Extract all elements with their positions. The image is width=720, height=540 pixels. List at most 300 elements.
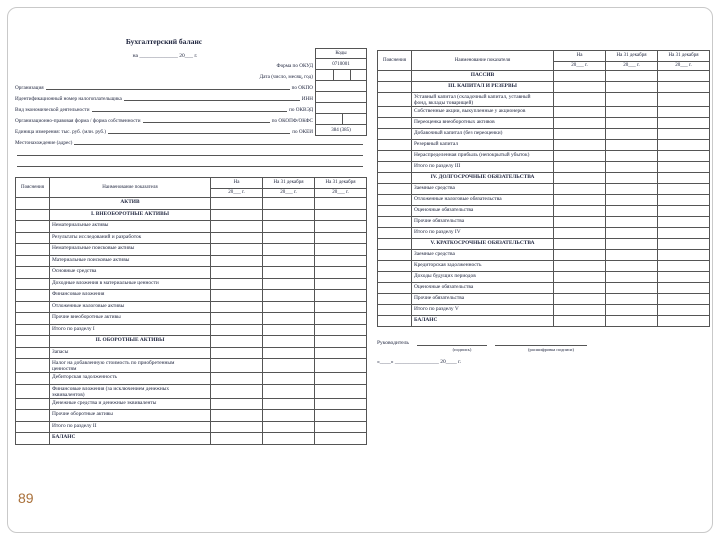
cell-poyasneniya <box>16 433 50 445</box>
table-row <box>16 279 367 291</box>
cell-value-col1 <box>211 385 263 399</box>
cell-value-col2 <box>263 198 315 210</box>
cell-value-col3 <box>315 399 367 411</box>
aktiv-table-body <box>16 198 367 445</box>
cell-value-col2 <box>606 162 658 173</box>
col-header-date-3 <box>658 51 710 71</box>
indicator-label: Итого по разделу II <box>52 422 97 429</box>
cell-value-col2 <box>606 250 658 261</box>
cell-indicator-name <box>412 162 554 173</box>
table-row <box>16 233 367 245</box>
indicator-label: БАЛАНС <box>414 317 438 324</box>
cell-value-col1 <box>554 250 606 261</box>
cell-indicator-name <box>50 359 211 373</box>
cell-value-col3 <box>658 184 710 195</box>
cell-indicator-name <box>50 198 211 210</box>
indicator-label: I. ВНЕОБОРОТНЫЕ АКТИВЫ <box>90 210 170 217</box>
table-row <box>378 316 710 327</box>
cell-value-col1 <box>554 228 606 239</box>
cell-value-col1 <box>554 93 606 107</box>
field-label: Вид экономической деятельности <box>15 107 90 113</box>
cell-value-col3 <box>658 93 710 107</box>
col-date-label: На <box>233 180 240 186</box>
code-label: Форма по ОКУД <box>276 63 313 69</box>
cell-value-col2 <box>606 140 658 151</box>
cell-value-col2 <box>606 272 658 283</box>
cell-value-col2 <box>606 316 658 327</box>
cell-poyasneniya <box>16 410 50 422</box>
cell-indicator-name <box>50 313 211 325</box>
cell-value-col2 <box>606 184 658 195</box>
cell-indicator-name <box>412 261 554 272</box>
cell-value-col1 <box>554 272 606 283</box>
cell-poyasneniya <box>378 93 412 107</box>
table-row <box>16 290 367 302</box>
page-number: 89 <box>18 490 34 506</box>
col-header-naimenovanie: Наименование показателя <box>412 51 554 71</box>
cell-value-col2 <box>606 151 658 162</box>
indicator-label: Прочие внеоборотные активы <box>52 314 121 320</box>
cell-value-col3 <box>658 239 710 250</box>
cell-poyasneniya <box>16 256 50 268</box>
field-label: Организационно-правовая форма / форма собственности <box>15 118 141 124</box>
field-label: Организация <box>15 85 44 91</box>
cell-poyasneniya <box>378 173 412 184</box>
indicator-label: Материальные поисковые активы <box>52 256 130 263</box>
cell-value-col1 <box>554 107 606 118</box>
cell-poyasneniya <box>378 316 412 327</box>
cell-indicator-name <box>50 279 211 291</box>
form-title-row <box>15 36 367 48</box>
form-header-row-main <box>15 59 315 70</box>
cell-value-col3 <box>315 302 367 314</box>
indicator-label: Доходные вложения в материальные ценности <box>52 279 159 286</box>
signature-block <box>377 339 710 365</box>
cell-value-col1 <box>554 239 606 250</box>
cell-poyasneniya <box>16 244 50 256</box>
cell-indicator-name <box>50 221 211 233</box>
cell-poyasneniya <box>16 279 50 291</box>
cell-poyasneniya <box>378 118 412 129</box>
cell-value-col1 <box>554 151 606 162</box>
cell-indicator-name <box>50 302 211 314</box>
table-row <box>16 210 367 222</box>
col-header-date-2 <box>606 51 658 71</box>
col-header-date-1 <box>211 178 263 198</box>
cell-value-col1 <box>211 399 263 411</box>
cell-value-col3 <box>315 422 367 434</box>
form-header-row-main <box>15 114 315 125</box>
cell-value-col1 <box>211 410 263 422</box>
passiv-table-body <box>378 71 710 327</box>
cell-poyasneniya <box>378 195 412 206</box>
code-label: по ОКПО <box>291 85 313 91</box>
indicator-label: Нераспределенная прибыль (непокрытый убыток) <box>414 152 530 159</box>
cell-value-col2 <box>606 217 658 228</box>
cell-value-col3 <box>315 359 367 373</box>
cell-poyasneniya <box>16 267 50 279</box>
indicator-label: Собственные акции, выкупленные у акционеров <box>414 108 526 115</box>
code-label: по ОКОПФ/ОКФС <box>271 118 313 124</box>
cell-value-col2 <box>263 233 315 245</box>
indicator-label: Добавочный капитал (без переоценки) <box>414 130 503 137</box>
table-row <box>16 267 367 279</box>
cell-value-col2 <box>263 373 315 385</box>
cell-value-col3 <box>315 410 367 422</box>
cell-value-col2 <box>606 294 658 305</box>
table-row <box>16 221 367 233</box>
indicator-label: Переоценка внеоборотных активов <box>414 119 495 126</box>
cell-poyasneniya <box>378 217 412 228</box>
indicator-label: Прочие обязательства <box>414 295 465 302</box>
cell-poyasneniya <box>378 228 412 239</box>
cell-poyasneniya <box>16 359 50 373</box>
form-header-row-main <box>15 92 315 103</box>
table-row <box>16 244 367 256</box>
cell-value-col1 <box>211 313 263 325</box>
indicator-label: Заемные средства <box>414 185 455 192</box>
col-year-label: 20___ г. <box>263 188 314 197</box>
signature-row <box>377 339 710 346</box>
cell-value-col1 <box>211 210 263 222</box>
cell-value-col3 <box>658 107 710 118</box>
indicator-label: Итого по разделу III <box>414 163 461 170</box>
cell-value-col3 <box>315 348 367 360</box>
cell-poyasneniya <box>378 294 412 305</box>
cell-indicator-name <box>412 93 554 107</box>
indicator-label: Дебиторская задолженность <box>52 374 118 381</box>
table-row <box>378 93 710 107</box>
cell-value-col3 <box>315 210 367 222</box>
indicator-label: Финансовые вложения (за исключением денежных эквивалентов) <box>52 385 170 398</box>
cell-value-col2 <box>263 399 315 411</box>
cell-value-col1 <box>211 233 263 245</box>
cell-value-col2 <box>263 279 315 291</box>
indicator-label: III. КАПИТАЛ И РЕЗЕРВЫ <box>448 83 517 89</box>
code-label: по ОКЕИ <box>292 129 313 135</box>
cell-indicator-name <box>412 140 554 151</box>
form-header-row-main <box>15 70 315 81</box>
indicator-label: Прочие обязательства <box>414 218 465 225</box>
cell-value-col1 <box>554 140 606 151</box>
aktiv-table-header <box>16 178 367 198</box>
cell-value-col3 <box>315 373 367 385</box>
cell-indicator-name <box>50 348 211 360</box>
cell-indicator-name <box>50 210 211 222</box>
indicator-label: Запасы <box>52 348 69 355</box>
cell-value-col3 <box>658 71 710 82</box>
field-underline <box>17 155 363 156</box>
indicator-label: Отложенные налоговые активы <box>52 302 125 309</box>
cell-poyasneniya <box>16 325 50 337</box>
cell-value-col2 <box>263 433 315 445</box>
code-label: по ОКВЭД <box>289 107 313 113</box>
cell-value-col2 <box>606 261 658 272</box>
cell-poyasneniya <box>16 313 50 325</box>
cell-value-col1 <box>211 422 263 434</box>
field-label: Идентификационный номер налогоплательщика <box>15 96 122 102</box>
cell-value-col3 <box>315 290 367 302</box>
cell-value-col2 <box>263 313 315 325</box>
cell-poyasneniya <box>378 162 412 173</box>
cell-value-col1 <box>554 118 606 129</box>
table-row <box>16 198 367 210</box>
table-row <box>16 313 367 325</box>
cell-value-col3 <box>658 316 710 327</box>
form-header-row <box>15 125 367 136</box>
passiv-table <box>377 50 710 327</box>
col-header-poyasneniya: Пояснения <box>16 178 50 198</box>
indicator-label: Резервный капитал <box>414 141 459 148</box>
cell-poyasneniya <box>16 385 50 399</box>
indicator-label: Оценочные обязательства <box>414 284 474 291</box>
passiv-table-header <box>378 51 710 71</box>
cell-poyasneniya <box>378 261 412 272</box>
indicator-label: ПАССИВ <box>470 72 495 78</box>
cell-value-col3 <box>658 129 710 140</box>
cell-value-col3 <box>658 162 710 173</box>
cell-indicator-name <box>412 272 554 283</box>
cell-indicator-name <box>50 256 211 268</box>
table-row <box>16 373 367 385</box>
aktiv-table <box>15 177 367 445</box>
cell-value-col2 <box>263 244 315 256</box>
form-header-row-main <box>15 136 367 147</box>
table-row <box>378 272 710 283</box>
cell-value-col3 <box>315 313 367 325</box>
table-row <box>16 336 367 348</box>
table-row <box>378 217 710 228</box>
field-label: Местонахождение (адрес) <box>15 140 73 146</box>
cell-value-col2 <box>606 173 658 184</box>
indicator-label: Денежные средства и денежные эквиваленты <box>52 399 157 406</box>
cell-indicator-name <box>412 239 554 250</box>
col-year-label: 20___ г. <box>606 61 657 70</box>
cell-value-col3 <box>658 272 710 283</box>
cell-poyasneniya <box>378 82 412 93</box>
cell-value-col1 <box>211 336 263 348</box>
cell-value-col1 <box>554 71 606 82</box>
indicator-label: Итого по разделу V <box>414 306 459 313</box>
cell-value-col2 <box>263 422 315 434</box>
col-year-label: 20___ г. <box>315 188 366 197</box>
cell-value-col1 <box>554 316 606 327</box>
cell-indicator-name <box>412 118 554 129</box>
col-header-date-3 <box>315 178 367 198</box>
cell-value-col3 <box>658 195 710 206</box>
cell-value-col1 <box>211 433 263 445</box>
cell-value-col2 <box>263 325 315 337</box>
cell-value-col1 <box>554 305 606 316</box>
cell-value-col2 <box>606 305 658 316</box>
cell-indicator-name <box>412 294 554 305</box>
table-row <box>378 129 710 140</box>
cell-value-col2 <box>606 239 658 250</box>
signature-date-line: «____» ________________ 20____ г. <box>377 359 462 366</box>
col-date-label: На 31 декабря <box>668 53 699 59</box>
table-row <box>378 250 710 261</box>
cell-value-col3 <box>315 233 367 245</box>
cell-indicator-name <box>50 267 211 279</box>
table-row <box>378 184 710 195</box>
indicator-label: Нематериальные поисковые активы <box>52 245 135 251</box>
form-header-row-main <box>15 125 315 136</box>
indicator-label: Результаты исследований и разработок <box>52 233 142 240</box>
indicator-label: II. ОБОРОТНЫЕ АКТИВЫ <box>95 337 165 343</box>
cell-value-col1 <box>554 129 606 140</box>
table-row <box>378 294 710 305</box>
indicator-label: Уставный капитал (складочный капитал, уставный фонд, вклады товарищей) <box>414 94 531 107</box>
cell-value-col1 <box>554 82 606 93</box>
col-date-label: На <box>576 53 583 59</box>
col-date-label: На 31 декабря <box>273 180 304 186</box>
signature-captions <box>423 347 710 352</box>
cell-poyasneniya <box>16 233 50 245</box>
cell-value-col2 <box>263 210 315 222</box>
cell-indicator-name <box>50 422 211 434</box>
cell-value-col1 <box>211 267 263 279</box>
cell-indicator-name <box>50 244 211 256</box>
cell-value-col2 <box>263 290 315 302</box>
cell-indicator-name <box>412 184 554 195</box>
field-label: Единица измерения: тыс. руб. (млн. руб.) <box>15 129 107 135</box>
form-header-row-main <box>15 103 315 114</box>
table-row <box>378 71 710 82</box>
cell-value-col2 <box>263 410 315 422</box>
cell-poyasneniya <box>378 206 412 217</box>
cell-value-col2 <box>606 206 658 217</box>
cell-value-col3 <box>658 151 710 162</box>
cell-indicator-name <box>412 151 554 162</box>
col-year-label: 20___ г. <box>554 61 605 70</box>
balance-sheet-page-1 <box>15 36 367 445</box>
cell-value-col2 <box>606 129 658 140</box>
col-header-date-2 <box>263 178 315 198</box>
cell-value-col2 <box>263 256 315 268</box>
table-row <box>378 107 710 118</box>
cell-value-col3 <box>658 250 710 261</box>
cell-indicator-name <box>412 228 554 239</box>
table-row <box>378 118 710 129</box>
field-underline <box>17 166 363 167</box>
cell-value-col1 <box>554 217 606 228</box>
cell-value-col1 <box>211 256 263 268</box>
cell-value-col1 <box>211 373 263 385</box>
cell-poyasneniya <box>16 348 50 360</box>
cell-poyasneniya <box>378 140 412 151</box>
table-row <box>378 162 710 173</box>
cell-value-col3 <box>315 221 367 233</box>
cell-value-col1 <box>211 244 263 256</box>
cell-value-col1 <box>554 162 606 173</box>
cell-value-col1 <box>211 348 263 360</box>
cell-poyasneniya <box>378 129 412 140</box>
cell-indicator-name <box>412 316 554 327</box>
table-row <box>378 305 710 316</box>
form-header-row-main <box>15 147 367 158</box>
cell-value-col2 <box>263 267 315 279</box>
table-row <box>378 228 710 239</box>
cell-value-col3 <box>315 267 367 279</box>
cell-indicator-name <box>50 410 211 422</box>
table-row <box>16 359 367 373</box>
cell-value-col2 <box>263 221 315 233</box>
indicator-label: АКТИВ <box>120 199 140 205</box>
cell-value-col2 <box>263 359 315 373</box>
table-row <box>16 410 367 422</box>
cell-indicator-name <box>412 217 554 228</box>
cell-indicator-name <box>412 129 554 140</box>
field-underline <box>74 144 363 145</box>
form-header-rows <box>15 59 367 169</box>
cell-value-col3 <box>658 283 710 294</box>
cell-value-col1 <box>211 198 263 210</box>
table-row <box>16 385 367 399</box>
indicator-label: Нематериальные активы <box>52 222 109 228</box>
cell-value-col2 <box>606 228 658 239</box>
balance-sheet-page-2 <box>377 50 710 365</box>
cell-value-col1 <box>554 173 606 184</box>
form-date-line: на ______________ 20___ г. <box>132 53 198 59</box>
cell-indicator-name <box>412 107 554 118</box>
cell-indicator-name <box>50 336 211 348</box>
indicator-label: Прочие оборотные активы <box>52 411 113 418</box>
cell-value-col3 <box>315 256 367 268</box>
cell-indicator-name <box>50 290 211 302</box>
col-year-label: 20___ г. <box>211 188 262 197</box>
indicator-label: Итого по разделу I <box>52 325 95 332</box>
form-header-row <box>15 136 367 147</box>
title-spacer <box>313 36 367 48</box>
cell-indicator-name <box>50 373 211 385</box>
indicator-label: Кредиторская задолженность <box>414 262 482 269</box>
cell-indicator-name <box>412 71 554 82</box>
cell-poyasneniya <box>16 399 50 411</box>
cell-value-col3 <box>658 173 710 184</box>
cell-value-col3 <box>658 206 710 217</box>
indicator-label: Оценочные обязательства <box>414 207 474 214</box>
indicator-label: Финансовые вложения <box>52 291 105 297</box>
cell-indicator-name <box>412 206 554 217</box>
form-header-row-main <box>15 81 315 92</box>
table-row <box>378 82 710 93</box>
cell-value-col3 <box>315 279 367 291</box>
cell-value-col2 <box>263 385 315 399</box>
field-underline <box>92 111 288 112</box>
col-header-naimenovanie: Наименование показателя <box>50 178 211 198</box>
col-header-poyasneniya: Пояснения <box>378 51 412 71</box>
cell-value-col3 <box>315 325 367 337</box>
field-underline <box>124 100 300 101</box>
cell-value-col3 <box>658 261 710 272</box>
cell-value-col2 <box>263 336 315 348</box>
cell-value-col3 <box>658 82 710 93</box>
indicator-label: V. КРАТКОСРОЧНЫЕ ОБЯЗАТЕЛЬСТВА <box>430 240 535 247</box>
cell-value-col2 <box>606 71 658 82</box>
rasshifrovka-caption: (расшифровка подписи) <box>528 347 574 353</box>
col-date-label: На 31 декабря <box>616 53 647 59</box>
cell-value-col3 <box>315 244 367 256</box>
table-row <box>16 256 367 268</box>
field-underline <box>108 133 290 134</box>
cell-value-col1 <box>211 221 263 233</box>
cell-poyasneniya <box>378 272 412 283</box>
cell-poyasneniya <box>378 305 412 316</box>
cell-poyasneniya <box>16 221 50 233</box>
cell-value-col2 <box>606 283 658 294</box>
indicator-label: IV. ДОЛГОСРОЧНЫЕ ОБЯЗАТЕЛЬСТВА <box>430 174 535 181</box>
cell-poyasneniya <box>16 198 50 210</box>
